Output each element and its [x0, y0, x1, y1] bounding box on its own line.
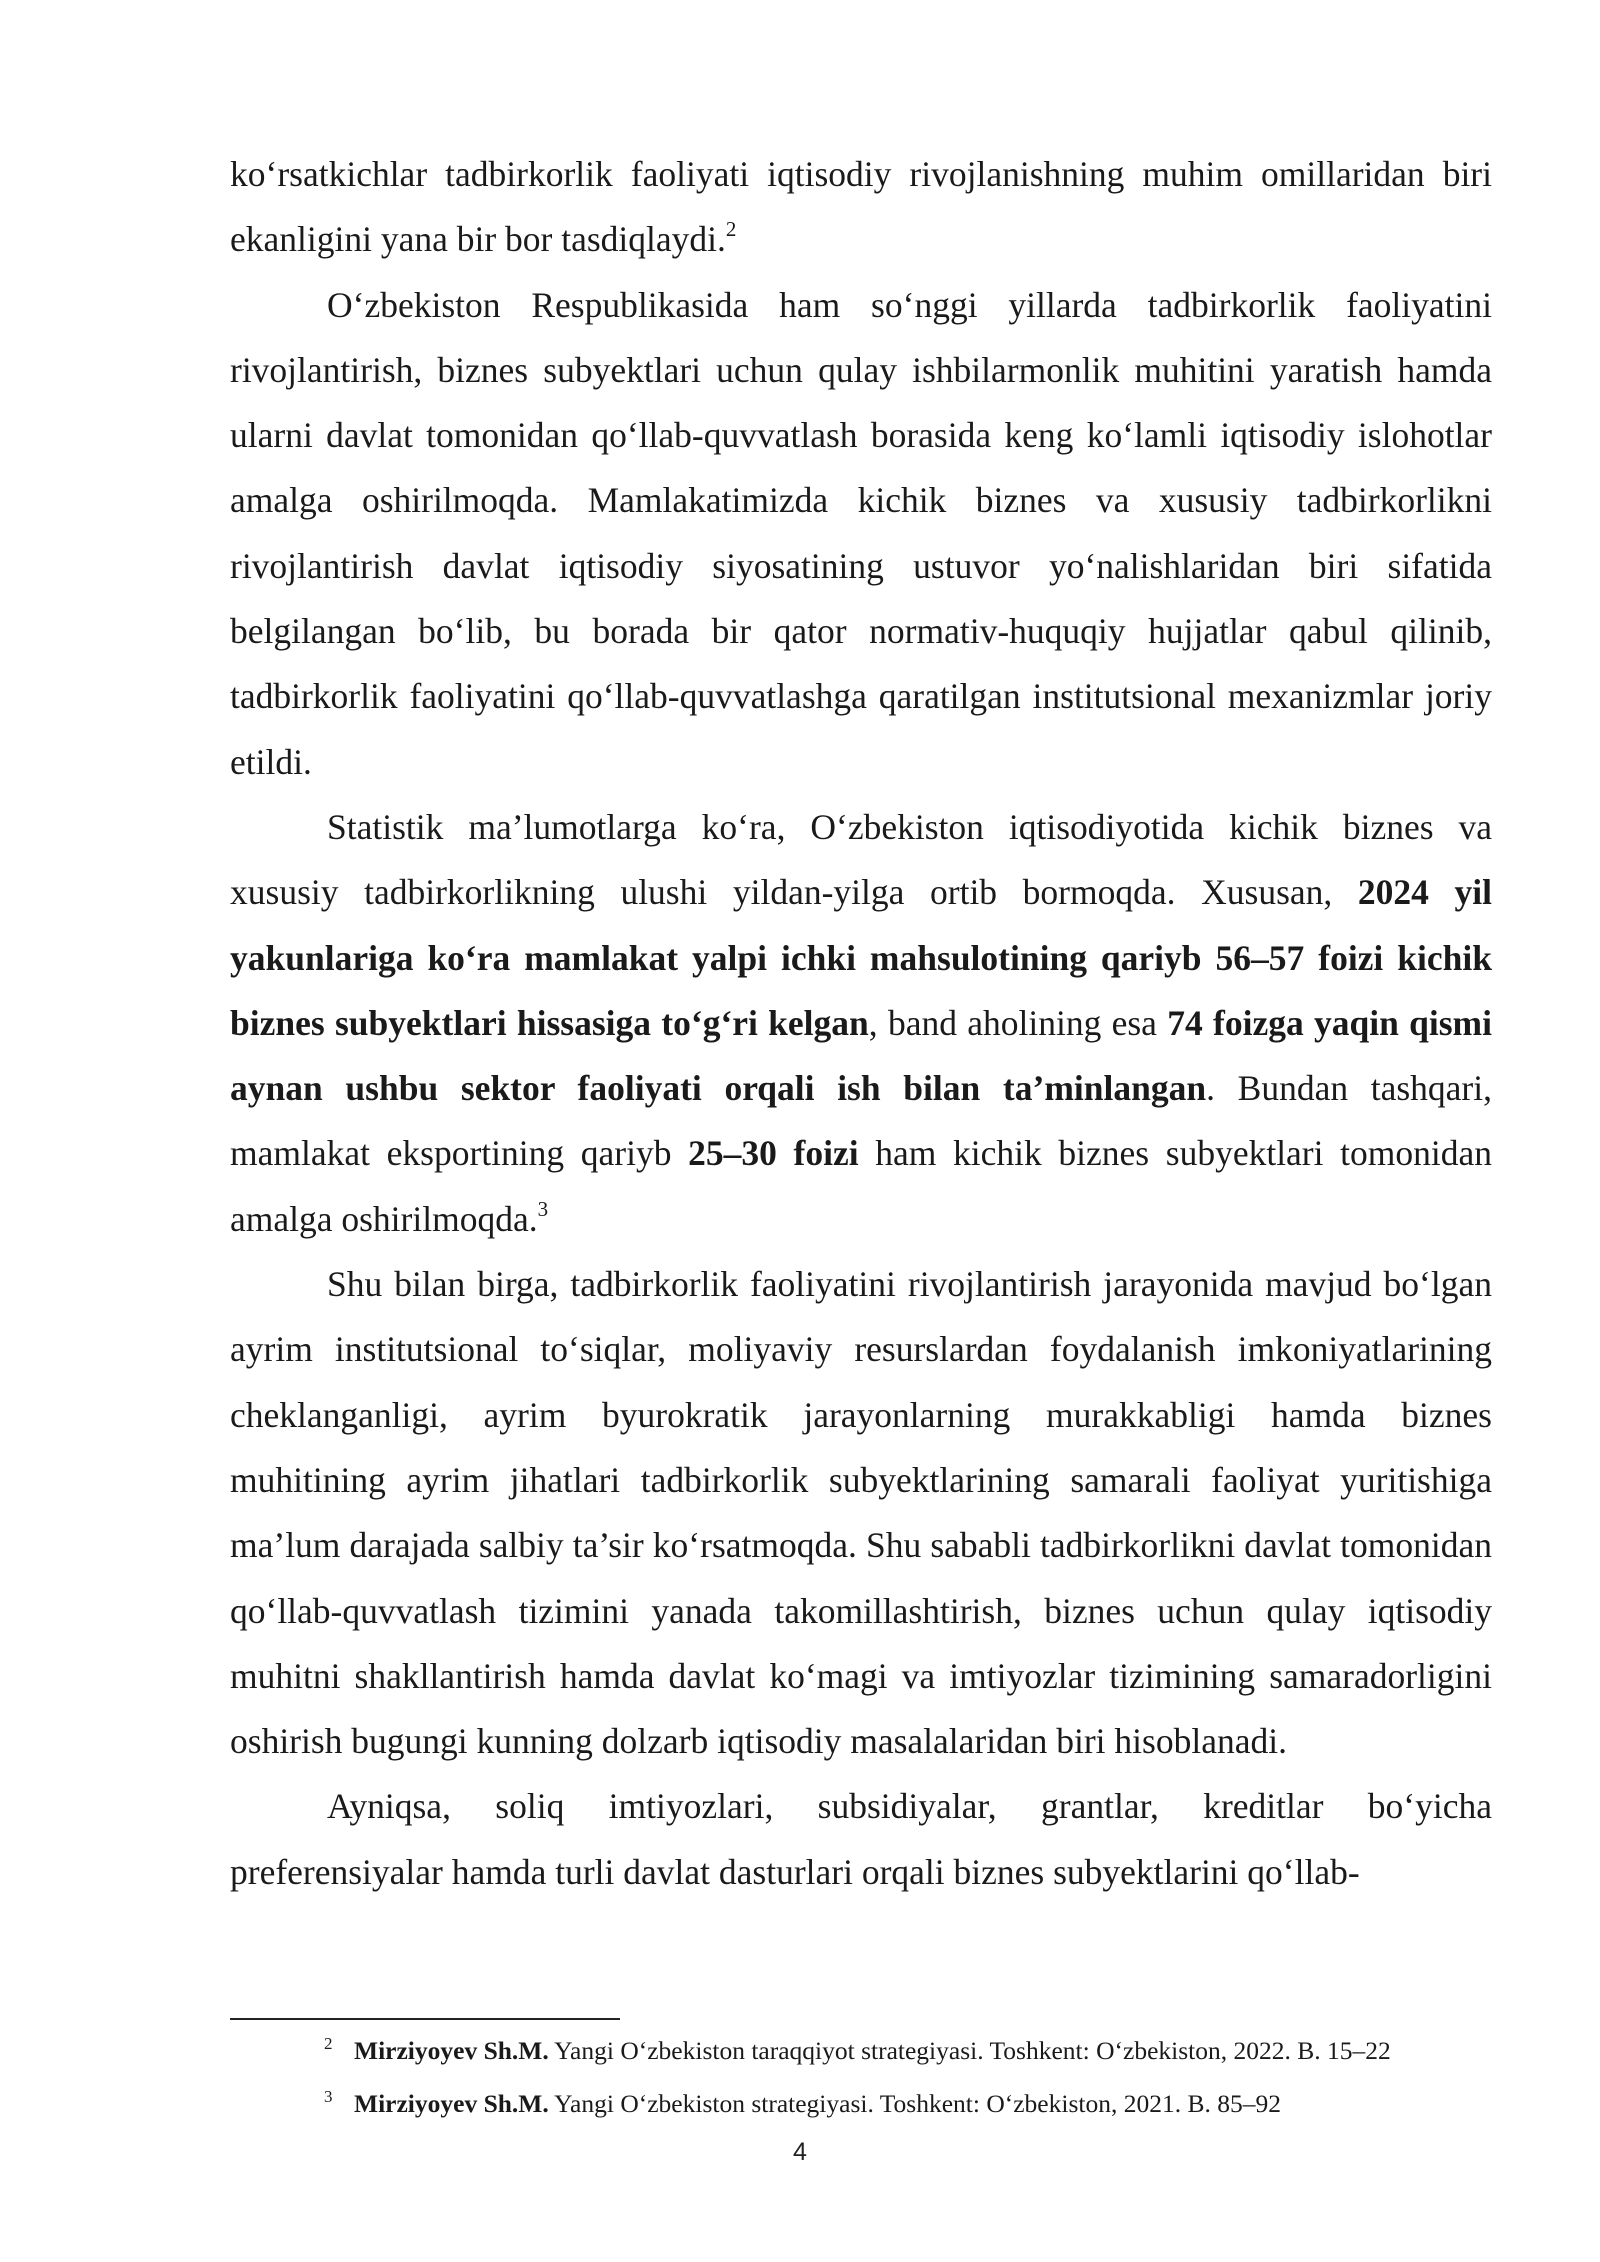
footnote-citation: Yangi O‘zbekiston strategiyasi. Toshkent: O‘zbekiston, 2021. B. 85–92	[548, 2089, 1281, 2118]
footnote	[230, 2087, 1492, 2121]
bold-text: 74 foizga yaqin qismi aynan ushbu sektor faoliyati orqali ish bilan ta’minlangan	[230, 1002, 1492, 1109]
text-run: ko‘rsatkichlar tadbirkorlik faoliyati iqtisodiy rivojlanishning muhim omillaridan biri ekanligini yana bir bor tasdiqlaydi.	[230, 154, 1492, 260]
text-run: Shu bilan birga, tadbirkorlik faoliyatini rivojlantirish jarayonida mavjud bo‘lgan ayrim institutsional to‘siqlar, moliyaviy resurslardan foydalanish imkoniyatlarining cheklanganligi, ayrim byurokratik jarayonlarning murakkabligi hamda biznes muhitining ayrim jihatlari tadbirkorlik subyektlarining samarali faoliyat yuritishiga ma’lum darajada salbiy ta’sir ko‘rsatmoqda. Shu sababli tadbirkorlikni davlat tomonidan qo‘llab-quvvatlash tizimini yanada takomillashtirish, biznes uchun qulay iqtisodiy muhitni shakllantirish hamda davlat ko‘magi va imtiyozlar tizimining samaradorligini oshirish bugungi kunning dolzarb iqtisodiy masalalaridan biri hisoblanadi.	[230, 1264, 1492, 1762]
footnote-reference[interactable]: 3	[537, 1196, 549, 1221]
footnote-separator	[230, 2018, 620, 2020]
footnote-author: Mirziyoyev Sh.M.	[354, 2089, 549, 2118]
text-run: O‘zbekiston Respublikasida ham so‘nggi yillarda tadbirkorlik faoliyatini rivojlantirish, biznes subyektlari uchun qulay ishbilarmonlik muhitini yaratish hamda ularni davlat tomonidan qo‘llab-quvvatlash borasida keng ko‘lamli iqtisodiy islohotlar amalga oshirilmoqda. Mamlakatimizda kichik biznes va xususiy tadbirkorlikni rivojlantirish davlat iqtisodiy siyosatining ustuvor yo‘nalishlaridan biri sifatida belgilangan bo‘lib, bu borada bir qator normativ-huquqiy hujjatlar qabul qilinib, tadbirkorlik faoliyatini qo‘llab-quvvatlashga qaratilgan institutsional mexanizmlar joriy etildi.	[230, 284, 1492, 782]
page-number: 4	[793, 2138, 807, 2166]
footnote-citation: Yangi O‘zbekiston taraqqiyot strategiyasi. Toshkent: O‘zbekiston, 2022. B. 15–22	[548, 2036, 1391, 2065]
footnote-author: Mirziyoyev Sh.M.	[354, 2036, 549, 2065]
footnote-number: 2	[324, 2034, 333, 2053]
text-run: ham kichik biznes subyektlari tomonidan amalga oshirilmoqda.	[230, 1133, 1492, 1239]
footnote-text	[322, 2087, 1281, 2121]
text-run: Ayniqsa, soliq imtiyozlari, subsidiyalar, grantlar, kreditlar bo‘yicha preferensiyalar hamda turli davlat dasturlari orqali biznes subyektlarini qo‘llab-	[230, 1786, 1492, 1892]
footnote-reference[interactable]: 2	[725, 217, 737, 242]
paragraph	[230, 1774, 1492, 1905]
footnotes	[230, 2034, 1492, 2140]
paragraph	[230, 142, 1492, 273]
bold-text: 2024 yil yakunlariga ko‘ra mamlakat yalpi ichki mahsulotining qariyb 56–57 foizi kichik biznes subyektlari hissasiga to‘g‘ri kelgan	[230, 872, 1492, 1043]
body-text	[230, 142, 1492, 1905]
text-run: Statistik ma’lumotlarga ko‘ra, O‘zbekiston iqtisodiyotida kichik biznes va xususiy tadbirkorlikning ulushi yildan-yilga ortib bormoqda. Xususan,	[230, 806, 1492, 913]
bold-text: 25–30 foizi	[688, 1133, 859, 1174]
text-run: , band aholining esa	[868, 1002, 1168, 1043]
footnote-number: 3	[324, 2087, 333, 2106]
paragraph	[230, 273, 1492, 795]
footnote	[230, 2034, 1492, 2068]
footnote-text	[322, 2034, 1391, 2068]
paragraph	[230, 1252, 1492, 1774]
text-run: . Bundan tashqari, mamlakat eksportining qariyb	[230, 1068, 1492, 1174]
paragraph	[230, 795, 1492, 1252]
